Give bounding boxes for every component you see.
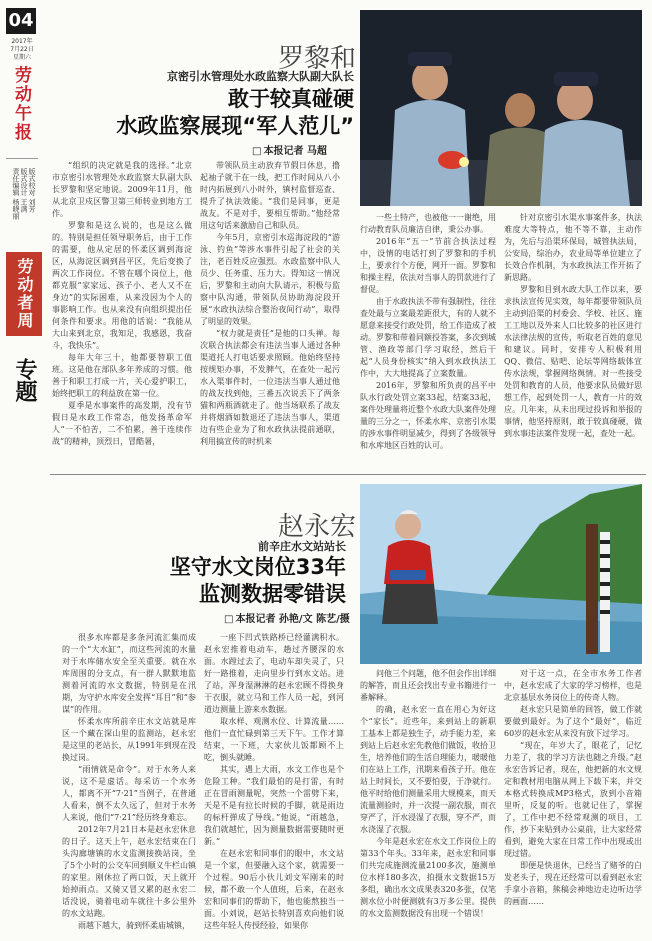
date-year: 2017年 [11, 38, 33, 45]
story1-paragraph: 带领队员主动放弃节假日休息，撸起袖子就干在一线，把工作时间从八小时内拓展到八小时外，镇村监督巡查、提升了执法效能。“我们是同事，更是战友。不是对手，要相互帮助。”他经常用这句话来激励自己和队员。 [200, 161, 340, 230]
story2-column-2 [204, 632, 344, 940]
story1-paragraph: 2016年“五一”节前合执法过程中，设情的电话打到了罗黎和的手机上，要求行个方便，网开一面。罗黎和和操主程，依法对当事人的罚款进行了督促。 [360, 237, 496, 294]
story2-paragraph: 在赵永宏和同事们的眼中，水文站是一个家，但要融入这个家，就需要一个过程。90后小伙儿刘文军刚来的时候，都不敢一个人值班，后来，在赵永宏和同事们的帮助下，他也能熬独当一面。小刘说，赵站长特别喜欢向他们说这些年轻人传授经验，如果你 [204, 849, 344, 930]
story2-paragraph: “雨情就是命令”。对于水务人来说，这不是虚话。每采访一个水务人，都离不开“7·21”当例子，在普通人看来，倒不太久远了，但对于水务人来说，他们“7·21”经历终身难忘。 [62, 765, 196, 822]
story2-paragraph: “现在，年岁大了，眼花了，记忆力差了，我的学习方法也随之升级。”赵永宏告诉记者，现在，他把新的水文规定和教材用电脑从网上下载下来，并交本格式转换成MP3格式，放到小音箱里听，反复的听。也就记住了，掌握了，工作中把不经常观测的项目，工作，抄下来贴到办公桌前，让大家经常看到，避免大家在日常工作中出现或出现过错。 [504, 741, 642, 858]
issue-date [4, 38, 40, 62]
story-divider [50, 474, 646, 475]
story2-headline-line1: 坚守水文岗位33年 [169, 555, 346, 579]
story2-column-1 [62, 632, 196, 940]
story1-paragraph: 每年大年三十，他都要替职工值班。这是他在部队多年养成的习惯。他善于和职工打成一片，关心爱护职工，始终把职工的利益放在第一位。 [52, 353, 192, 398]
story2-photo [360, 484, 642, 664]
story2-paragraph: 怀柔水库所前辛庄水文站就是库区一个藏在深山里的监测站，赵永宏是这里的老站长，从1991年到现在没换过岗。 [62, 717, 196, 762]
story1-paragraph: “权力就是责任”是他的口头禅。每次联合执法都会有违法当事人通过各种渠道托人打电话要求照顾。他始终坚持按规矩办事，不发脾气，在查处一起污水入渠事件时，一位违法当事人通过他的战友找到他，三番五次说丢下了两条猫和两瓶酒就走了。他当场联系了战友并将烟酒如数退还了违法当事人，渠道边有些企业为了和水政执法提前通联，利用搞宣传的时机来 [200, 329, 340, 446]
story1-paragraph: 罗黎和目到水政大队工作以来，要求执法宣传见实效，每年都要带领队员主动到沿渠的村委会、学校、社区、施工工地以及外来人口比较多的社区进行水法律法规的宣传，听取老百姓的意见和建议。同时，安排专人积极利用QQ、微信、贴吧、论坛等网络载体宣传水法规，掌握网络舆情。对一些接受处罚和教育的人员，他要求队员做好思想工作，起到处罚一人，教育一片的效应。几年来，从未出现过投诉和举报的事情，他坚持原则，敢于较真碰硬，做到水事违法案件发现一起，查处一起。 [504, 285, 642, 438]
story2-subtitle: 前辛庄水文站站长 [258, 540, 346, 553]
story2-paragraph: 对于这一点，在全市水务工作者中，赵永宏成了大家的学习榜样，也是北京基层水务岗位上的传奇人物。 [504, 669, 642, 702]
story1-paragraph: 今年5月，京密引水巡海淀段的“游泳、钓鱼”等涉水事件引起了社会的关注，老百姓反应强烈。水政监察中队人员少、任务重、压力大。得知这一情况后，罗黎和主动向大队请示，积极与监察中队沟通，带领队员协助海淀段开展“水政执法综合整治夜间行动”，取得了明显的效果。 [200, 233, 340, 326]
story1-subtitle: 京密引水管理处水政监察大队副大队长 [167, 70, 354, 83]
editor-chief: 责任编辑 杨晓丽 [12, 168, 20, 220]
page-number: 04 [6, 8, 36, 34]
date-day: 7月22日 [10, 46, 34, 53]
story1-headline [100, 86, 354, 140]
story2-paragraph: 2012年7月21日本是赵永宏休息的日子。这天上午，赵永宏结束在门头沟廊塘镇的水文监测接换站岗，坐了5个小时的公交车回到顺义牛栏山镇的家里。刚休拉了两口饭，天上就开始掉雨点。又骑又冒又累的赵永宏二话没说，骑着电动车就往十多公里外的水文站跑。 [62, 825, 196, 918]
story2-column-4 [504, 668, 642, 940]
story1-headline-line1: 敢于较真碰硬 [228, 87, 354, 111]
story2-paragraph: 取水样、观测水位、计算流量……他们一直忙碌到第三天下午。工作才算结束，一下班，大家伙儿饭都顾不上吃，倒头就睡。 [204, 717, 344, 762]
column-name: 劳动者周 [6, 252, 42, 336]
story1-byline: □ 本报记者 马超 [252, 142, 327, 157]
story1-paragraph: 针对京密引水渠水事案件多，执法难度大等特点，他不等不靠，主动作为，先后与沿渠环保局，城管执法局，公安局，综治办，农业局等单位建立了长效合作机制，为水政执法工作开拓了新思路。 [504, 213, 642, 282]
editor-proof: 版式校对 刘芳 [28, 168, 36, 213]
story1-paragraph: 夏季是水事案件的高发期，没有节假日是水政工作常态，他发扬革命军人“一不怕苦，二不怕累，善于连续作战”的精神，顶烈日，冒酷暑， [52, 401, 192, 446]
story1-paragraph: 罗黎和是这么说的，也是这么做的。特别是担任领导职务后，由于工作的需要，他从定居的怀柔区调到海淀区，从海淀区调到昌平区，先后变换了两次工作岗位。不管在哪个岗位上，他都克服“家家远、孩子小、老人又不在身边”的实际困难，从来没因为个人的事影响工作。也从来没有向组织提出任何条件和要求。用他的话说：“我能从大山来到北京，我知足，我感恩，我奋斗，我快乐”。 [52, 221, 192, 350]
officers-photo-illustration [360, 10, 642, 206]
story2-paragraph: 很多水库都是多条河流汇集而成的一个“大水缸”，而这些河流的水量对于水库储水安全至关重要。就在水库周围的分支点，有一群人默默地监测着河流的水文数据，特别是在汛期，为守护水库安全发挥“耳目”和“参谋”的作用。 [62, 633, 196, 714]
story2-byline: □ 本报记者 孙艳/文 陈艺/摄 [224, 610, 350, 625]
editor-credits [14, 168, 36, 242]
story2-paragraph: 一座下凹式铁路桥已经灌满积水。赵永宏推着电动车，趟过齐腰深的水面。水蹚过去了，电动车却失灵了，只好一路推着，走向里步行到水文站。进了站，浑身湿淋淋的赵永宏顾不得换身干衣服，就立马和工作人员一起，到河道边测量上游来水数据。 [204, 633, 344, 714]
editor-design: 版式设计 王满 [20, 168, 28, 213]
date-weekday: 星期六 [12, 54, 31, 61]
story1-paragraph: “组织的决定就是我的选择。”北京市京密引水管理处水政监察大队副大队长罗黎和坚定地说。2009年11月，他从北京卫戍区警卫第三师转业到地方工作。 [52, 161, 192, 218]
story2-person-name: 赵永宏 [278, 512, 357, 542]
story1-person-name: 罗黎和 [278, 44, 357, 74]
story1-column-1 [52, 160, 192, 468]
story2-paragraph: 其实，遇上大雨，水文工作也是个危险工种。“我们最怕的是打雷，有时正在冒雨测量呢，突然一个雷劈下来，天是不是有拉长时候的手脚，就是雨边的标杆弹成了导线。”他说，“雨越急，我们就越忙，因为测量数据需要随时更新。” [204, 765, 344, 846]
river-gauge-photo-illustration [360, 484, 642, 664]
story1-paragraph: 一些土特产，也被他一一谢绝，用行动教育队员廉洁自律，秉公办事。 [360, 213, 496, 234]
section-topic: 专题 [12, 358, 37, 402]
story2-paragraph: 的确，赵永宏一直在用心为好这个“家长”。近些年，来到站上的新职工基本上都是独生子，动手能力差，来到站上后赵永宏先教他们做饭，收拾卫生，培养他们的生活自理能力，暖暖他们在站上工作，汛期来看孩子开。他在站上时间长，又不要怕耍，于净就行。他平时给他们测量采用大规模来，而天流量测验时，并一次提一副农服，而衣穿严了，汗水浸湿了衣服，穿不严，而水浇湿了衣服。 [360, 705, 496, 834]
rail-divider [6, 158, 38, 159]
story2-paragraph: 今年是赵永宏在水文工作岗位上的第33个年头。33年来，赵永宏和同事们共完成施测流量2100多次，施测单位水样180多次，拍摄水文数据15万多组，确出水文成果表320多张，仅笔测水位小时便测就有3万多公里。提供的水文监测数据没有出现一个错误！ [360, 837, 496, 918]
story1-paragraph: 2016年，罗黎和所负责的昌平中队水行政处罚立案33起，结案33起，案件处理量将近整个水政大队案件处理量的三分之一，怀柔水库、京密引水渠的涉水事件明显减少，得到了各级领导和水库地区百姓的认可。 [360, 381, 496, 450]
newspaper-logo: 劳动午报 [11, 66, 31, 142]
story2-paragraph: 即便是快退休，已经当了赌爷的白发老头子，现在还经常可以看到赵永宏手拿小音箱，熊稿会神地边走边听边学的画面…… [504, 861, 642, 906]
story1-headline-line2: 水政监察展现“军人范儿” [116, 114, 354, 138]
story1-photo [360, 10, 642, 206]
story1-column-4 [504, 212, 642, 468]
story2-paragraph: 问他三个问题，他不但会作出详细的解答，而且还会找出专业书籍进行一番解释。 [360, 669, 496, 702]
story1-paragraph: 由于水政执法不带有强制性，往往查处最与立案最差距很大，有的人就不愿意来接受行政处罚，给工作造成了被动。罗黎和带着同额投答案，多次到城管、渔政等部门学习取经，然后干起“人员身份核实”纳入到水政执法工作中，大大地提高了立案数量。 [360, 297, 496, 378]
story2-headline [120, 554, 346, 608]
story2-column-3 [360, 668, 496, 940]
story2-paragraph: 赵永宏只是简单的回答，做工作就要做到最好。为了这个“最好”，临近60岁的赵永宏从来没有放下过学习。 [504, 705, 642, 738]
story1-column-3 [360, 212, 496, 468]
story1-column-2 [200, 160, 340, 468]
story2-paragraph: 雨越下越大，骑到怀柔庙城镇， [78, 921, 190, 930]
story2-headline-line2: 监测数据零错误 [199, 582, 346, 606]
